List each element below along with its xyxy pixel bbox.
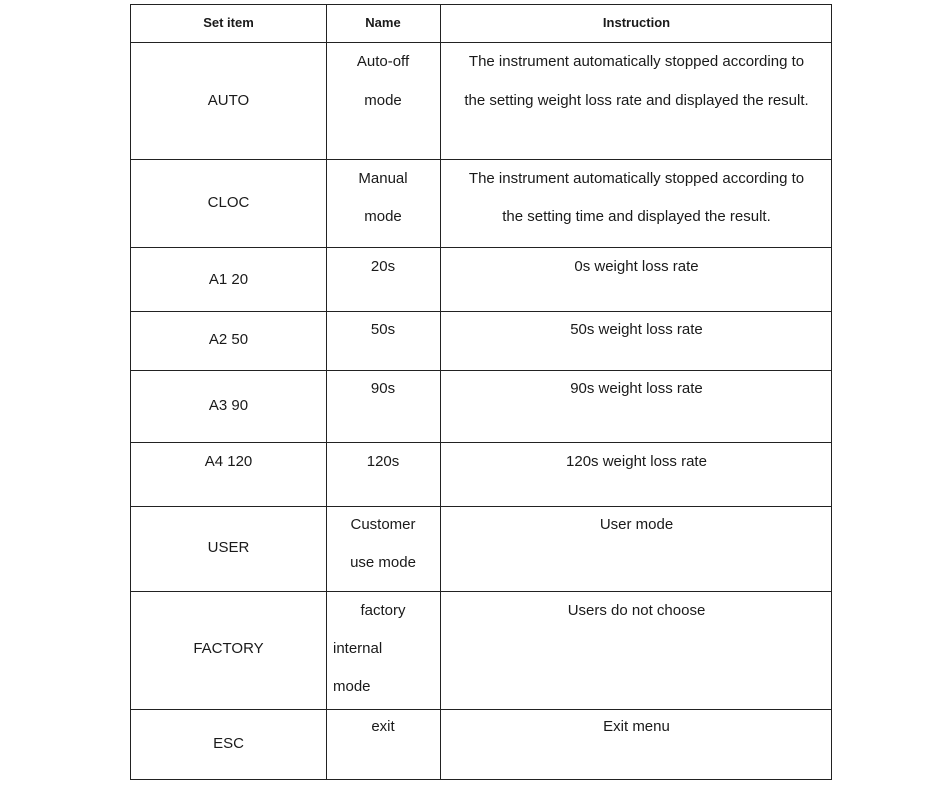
set-item-cell: A4 120 bbox=[204, 453, 253, 470]
set-item-cell: A2 50 bbox=[208, 331, 249, 348]
header-set-item: Set item bbox=[203, 15, 254, 30]
instruction-cell: 0s weight loss rate bbox=[574, 258, 699, 275]
instruction-cell: 120s weight loss rate bbox=[566, 453, 707, 470]
name-cell: exit bbox=[371, 718, 395, 735]
name-cell: Customer bbox=[350, 516, 416, 533]
set-item-cell: A3 90 bbox=[208, 397, 249, 414]
set-item-cell: FACTORY bbox=[193, 640, 264, 657]
name-cell: internal bbox=[333, 640, 383, 657]
set-item-cell: A1 20 bbox=[208, 271, 249, 288]
name-cell: mode bbox=[333, 678, 371, 695]
name-cell: use mode bbox=[350, 554, 416, 571]
set-item-cell: CLOC bbox=[207, 194, 250, 211]
set-item-cell: AUTO bbox=[207, 92, 250, 109]
name-cell: Manual bbox=[358, 170, 408, 187]
set-item-cell: ESC bbox=[213, 735, 244, 752]
name-cell: 50s bbox=[370, 321, 396, 338]
name-cell: mode bbox=[364, 208, 402, 225]
instruction-cell: 90s weight loss rate bbox=[570, 380, 703, 397]
instruction-cell: The instrument automatically stopped according to bbox=[468, 53, 805, 70]
instruction-cell: Users do not choose bbox=[567, 602, 706, 619]
settings-table bbox=[130, 4, 832, 780]
header-name: Name bbox=[365, 15, 401, 30]
set-item-cell: USER bbox=[207, 539, 250, 556]
instruction-cell: Exit menu bbox=[603, 718, 670, 735]
name-cell: factory bbox=[360, 602, 406, 619]
instruction-cell: User mode bbox=[599, 516, 674, 533]
name-cell: 120s bbox=[366, 453, 400, 470]
name-cell: mode bbox=[364, 92, 402, 109]
instruction-cell: 50s weight loss rate bbox=[570, 321, 703, 338]
instruction-cell: the setting weight loss rate and displayed the result. bbox=[464, 92, 809, 109]
instruction-cell: The instrument automatically stopped according to bbox=[468, 170, 805, 187]
name-cell: 90s bbox=[370, 380, 396, 397]
instruction-cell: the setting time and displayed the result. bbox=[502, 208, 771, 225]
name-cell: 20s bbox=[370, 258, 396, 275]
header-instruction: Instruction bbox=[602, 15, 671, 30]
name-cell: Auto-off bbox=[356, 53, 410, 70]
